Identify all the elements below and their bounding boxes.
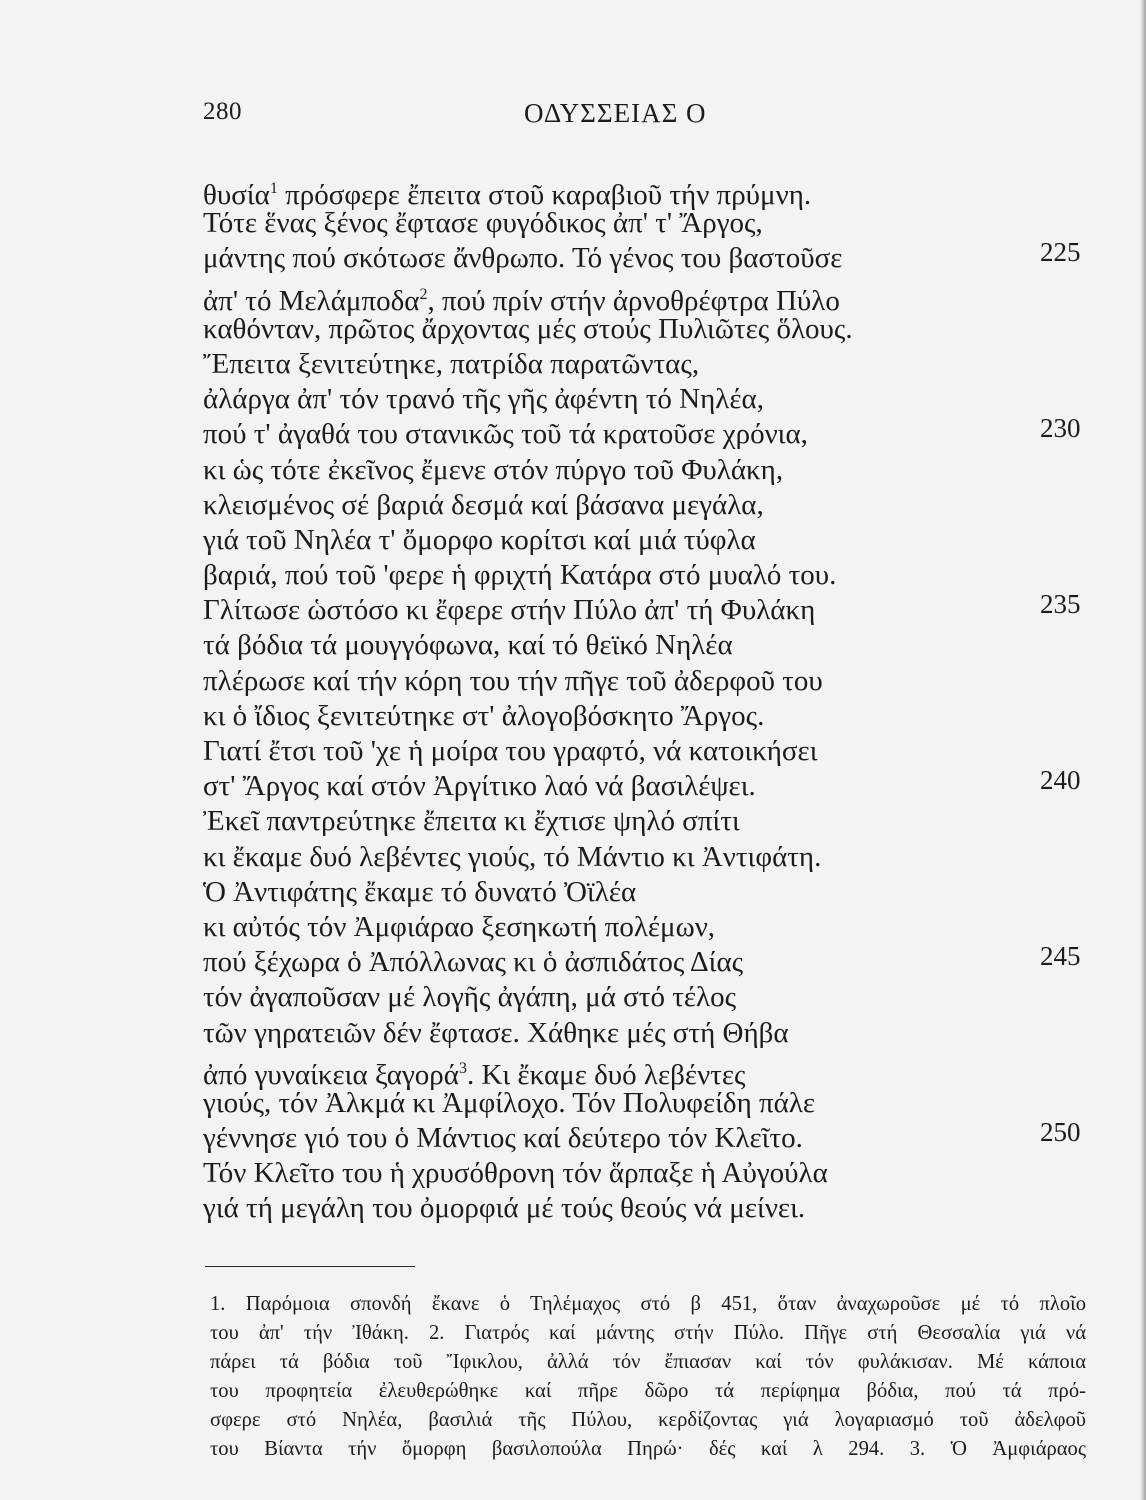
verse-line	[0, 1191, 1146, 1226]
verse-text-main: στ' Ἄργος καί στόν Ἀργίτικο λαό νά βασιλέψει.	[203, 770, 756, 803]
verse-text	[203, 558, 836, 593]
footnote-line: σφερε στό Νηλέα, βασιλιά τῆς Πύλου, κερδίζοντας γιά λογαριασμό τοῦ ἀδελφοῦ	[210, 1409, 1086, 1431]
verse-line	[0, 453, 1146, 488]
verse-text-main: κλεισμένος σέ βαριά δεσμά καί βάσανα μεγάλα,	[203, 488, 764, 521]
verse-text	[203, 241, 842, 276]
verse-text-main: κι ὁ ἴδιος ξενιτεύτηκε στ' ἀλογοβόσκητο Ἄργος.	[203, 699, 765, 732]
poem-body	[0, 171, 1146, 1227]
verse-line	[0, 941, 1146, 980]
verse-text	[203, 417, 808, 452]
verse-line	[0, 840, 1146, 875]
footnotes	[210, 1290, 1086, 1464]
verse-text	[203, 1086, 815, 1121]
footnote-line: του ἀπ' τήν Ἰθάκη. 2. Γιατρός καί μάντης στήν Πύλο. Πῆγε στή Θεσσαλία γιά νά	[210, 1322, 1086, 1344]
verse-line	[0, 804, 1146, 839]
verse-line	[0, 589, 1146, 628]
footnote-line: πάρει τά βόδια τοῦ Ἴφικλου, ἀλλά τόν ἔπιασαν καί τόν φυλάκισαν. Μέ κάποια	[210, 1351, 1086, 1373]
verse-text-main: πού τ' ἀγαθά του στανικῶς τοῦ τά κρατοῦσε χρόνια,	[203, 418, 808, 451]
verse-text	[203, 206, 763, 241]
verse-line	[0, 1156, 1146, 1191]
verse-text	[203, 945, 743, 980]
verse-text-main: γιούς, τόν Ἀλκμά κι Ἀμφίλοχο. Τόν Πολυφείδη πάλε	[203, 1086, 816, 1119]
verse-text-main: Γιατί ἔτσι τοῦ 'χε ἡ μοίρα του γραφτό, νά κατοικήσει	[203, 735, 818, 767]
verse-line	[0, 734, 1146, 769]
verse-line	[0, 488, 1146, 523]
running-title: ΟΔΥΣΣΕΙΑΣ Ο	[524, 98, 707, 128]
footnote-line: 1. Παρόμοια σπονδή ἔκανε ὁ Τηλέμαχος στό β 451, ὅταν ἀναχωροῦσε μέ τό πλοῖο	[210, 1293, 1086, 1315]
verse-line-number: 250	[1040, 1117, 1081, 1148]
verse-text-rest: πρόσφερε ἔπειτα στοῦ καραβιοῦ τήν πρύμνη.	[277, 179, 812, 211]
footnote-marker: 1	[269, 180, 278, 197]
verse-line	[0, 664, 1146, 699]
verse-text-main: τά βόδια τά μουγγόφωνα, καί τό θεϊκό Νηλέα	[203, 629, 733, 662]
verse-text	[203, 347, 699, 382]
verse-text	[203, 840, 821, 875]
verse-text	[203, 453, 783, 488]
verse-text-main: ἀπό γυναίκεια ξαγορά	[203, 1058, 459, 1091]
verse-text-main: Τόν Κλεῖτο του ἡ χρυσόθρονη τόν ἅρπαξε ἡ Αὐγούλα	[203, 1157, 828, 1190]
verse-text-main: γιά τοῦ Νηλέα τ' ὄμορφο κορίτσι καί μιά τύφλα	[203, 523, 756, 556]
verse-text	[203, 312, 853, 347]
verse-text	[203, 910, 715, 945]
verse-line	[0, 910, 1146, 945]
verse-text	[203, 1191, 805, 1226]
verse-text-main: κι ὡς τότε ἐκεῖνος ἔμενε στόν πύργο τοῦ Φυλάκη,	[203, 453, 784, 486]
verse-text-main: Τότε ἕνας ξένος ἔφτασε φυγόδικος ἀπ' τ' Ἄργος,	[203, 207, 763, 240]
verse-line	[0, 312, 1146, 347]
footnote-marker: 3	[458, 1059, 467, 1077]
verse-line	[0, 1086, 1146, 1121]
verse-text-main: κι ἔκαμε δυό λεβέντες γιούς, τό Μάντιο κι Ἀντιφάτη.	[203, 840, 822, 873]
verse-line-number: 230	[1040, 413, 1081, 444]
verse-line-number: 235	[1040, 589, 1081, 620]
verse-line	[0, 628, 1146, 663]
verse-text-main: κι αὐτός τόν Ἀμφιάραο ξεσηκωτή πολέμων,	[203, 910, 716, 943]
verse-text	[203, 1156, 828, 1191]
verse-text-main: τόν ἀγαποῦσαν μέ λογῆς ἀγάπη, μά στό τέλος	[203, 981, 737, 1014]
verse-line	[0, 347, 1146, 382]
verse-text-main: Ὁ Ἀντιφάτης ἔκαμε τό δυνατό Ὀϊλέα	[203, 875, 637, 908]
page-number: 280	[203, 98, 242, 125]
verse-line	[0, 1016, 1146, 1051]
verse-text-main: Ἔπειτα ξενιτεύτηκε, πατρίδα παρατῶντας,	[203, 347, 700, 380]
verse-line	[0, 875, 1146, 910]
footnote-marker: 2	[419, 285, 428, 303]
verse-text	[203, 734, 818, 769]
verse-text	[203, 1016, 789, 1051]
verse-text	[203, 769, 756, 804]
verse-text-rest: , πού πρίν στήν ἀρνοθρέφτρα Πύλο	[427, 284, 840, 317]
verse-line	[0, 413, 1146, 452]
verse-text-main: Γλίτωσε ὡστόσο κι ἔφερε στήν Πύλο ἀπ' τή Φυλάκη	[203, 594, 816, 627]
verse-text-main: θυσία	[203, 179, 270, 211]
verse-text	[203, 980, 736, 1015]
verse-text	[203, 523, 756, 558]
verse-text	[203, 488, 764, 523]
verse-text-main: γέννησε γιό του ὁ Μάντιος καί δεύτερο τόν Κλεῖτο.	[203, 1122, 803, 1155]
verse-text-main: μάντης πού σκότωσε ἄνθρωπο. Τό γένος του βαστοῦσε	[203, 242, 843, 275]
verse-line	[0, 237, 1146, 276]
verse-text-main: πού ξέχωρα ὁ Ἀπόλλωνας κι ὁ ἀσπιδάτος Δίας	[203, 946, 744, 979]
footnote-line: του προφητεία ἐλευθερώθηκε καί πῆρε δῶρο τά περίφημα βόδια, πού τά πρό-	[210, 1380, 1086, 1402]
verse-text-main: ἀπ' τό Μελάμποδα	[203, 284, 420, 317]
verse-text	[203, 382, 764, 417]
verse-line	[0, 765, 1146, 804]
verse-text	[203, 593, 815, 628]
page-header	[0, 98, 1146, 138]
verse-line	[0, 171, 1146, 211]
verse-text-main: Ἐκεῖ παντρεύτηκε ἔπειτα κι ἔχτισε ψηλό σπίτι	[203, 805, 740, 838]
verse-line	[0, 523, 1146, 558]
footnote-line: του Βίαντα τήν ὄμορφη βασιλοπούλα Πηρώ· δές καί λ 294. 3. Ὁ Ἀμφιάραος	[210, 1438, 1086, 1460]
verse-line	[0, 980, 1146, 1015]
verse-text	[203, 699, 764, 734]
verse-text-main: βαριά, πού τοῦ 'φερε ἡ φριχτή Κατάρα στό μυαλό του.	[203, 559, 837, 592]
verse-text	[203, 628, 733, 663]
verse-line	[0, 1117, 1146, 1156]
page-edge-shadow	[1140, 0, 1146, 1500]
verse-line	[0, 382, 1146, 417]
footnote-divider	[205, 1266, 415, 1267]
verse-text-main: πλέρωσε καί τήν κόρη του τήν πῆγε τοῦ ἀδερφοῦ του	[203, 664, 823, 697]
verse-text	[203, 664, 823, 699]
verse-text-rest: . Κι ἔκαμε δυό λεβέντες	[466, 1058, 746, 1091]
verse-line	[0, 1051, 1146, 1091]
verse-line	[0, 558, 1146, 593]
verse-line-number: 245	[1040, 941, 1081, 972]
verse-line-number: 225	[1040, 237, 1081, 268]
verse-line-number: 240	[1040, 765, 1081, 796]
verse-text	[203, 1121, 803, 1156]
verse-text	[203, 875, 636, 910]
verse-text-main: ἀλάργα ἀπ' τόν τρανό τῆς γῆς ἀφέντη τό Νηλέα,	[203, 383, 764, 416]
verse-line	[0, 206, 1146, 241]
verse-text-main: γιά τή μεγάλη του ὀμορφιά μέ τούς θεούς νά μείνει.	[203, 1192, 806, 1225]
verse-text	[203, 804, 740, 839]
verse-text-main: καθόνταν, πρῶτος ἄρχοντας μές στούς Πυλιῶτες ὅλους.	[203, 312, 853, 345]
verse-line	[0, 699, 1146, 734]
verse-text-main: τῶν γηρατειῶν δέν ἔφτασε. Χάθηκε μές στή Θήβα	[203, 1016, 789, 1049]
verse-line	[0, 277, 1146, 317]
